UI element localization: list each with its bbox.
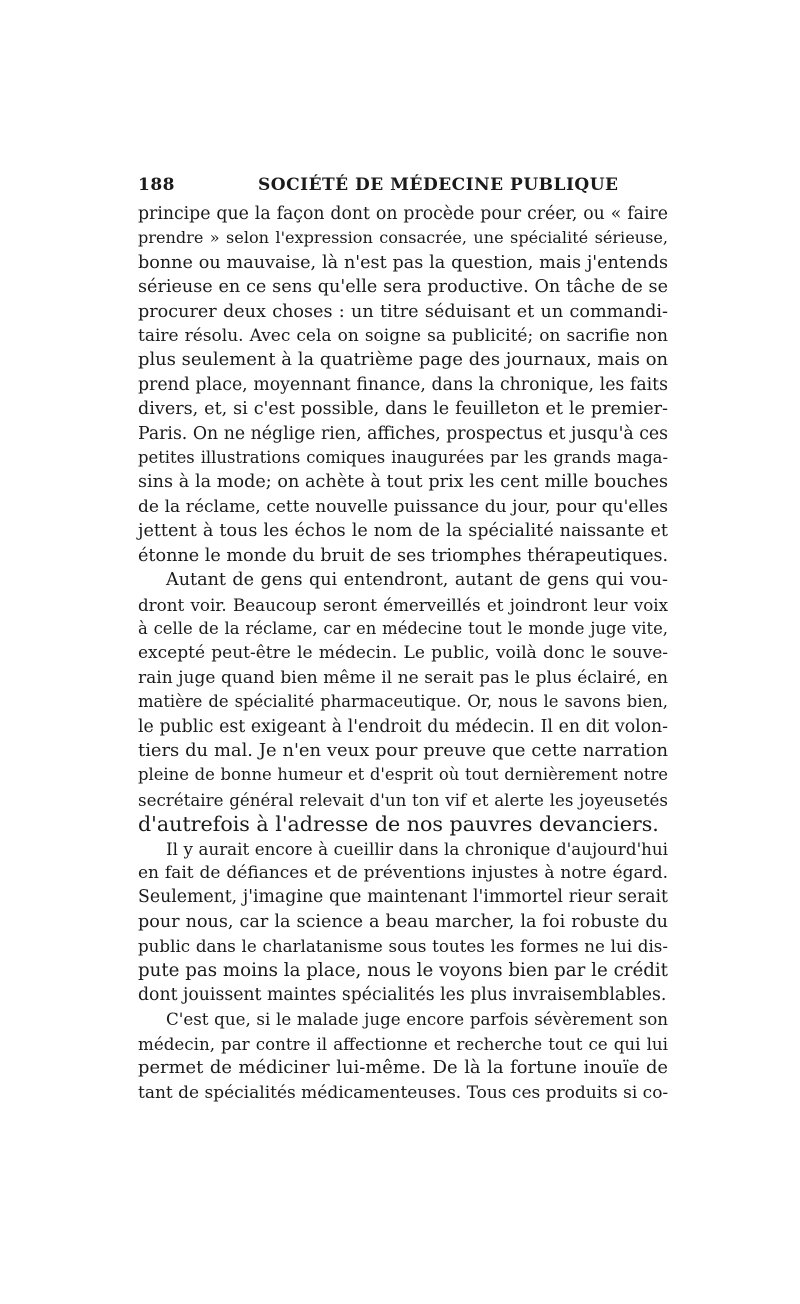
text-line: prend place, moyennant finance, dans la chronique, les faits [138,374,668,395]
running-head: SOCIÉTÉ DE MÉDECINE PUBLIQUE [258,175,619,195]
text-line: étonne le monde du bruit de ses triomphes thérapeutiques. [138,545,669,566]
text-line: pute pas moins la place, nous le voyons bien par le crédit [138,959,668,981]
text-line: divers, et, si c'est possible, dans le feuilleton et le premier- [138,399,668,420]
text-line: jettent à tous les échos le nom de la spécialité naissante et [138,521,668,542]
text-line: à celle de la réclame, car en médecine tout le monde juge vite, [138,618,668,638]
text-line: d'autrefois à l'adresse de nos pauvres devanciers. [138,812,659,837]
text-line: sins à la mode; on achète à tout prix les cent mille bouches [138,472,668,493]
text-line: Il y aurait encore à cueillir dans la chronique d'aujourd'hui [166,838,668,859]
text-line: matière de spécialité pharmaceutique. Or, nous le savons bien, [138,692,668,712]
paragraph [138,568,668,836]
text-line: pleine de bonne humeur et d'esprit où tout dernièrement notre [138,765,668,785]
text-line: prendre » selon l'expression consacrée, une spécialité sérieuse, [138,228,668,248]
text-line: rain juge quand bien même il ne serait pas le plus éclairé, en [138,667,668,688]
text-line: dront voir. Beaucoup seront émerveillés et joindront leur voix [138,594,668,615]
paragraph [138,202,668,568]
text-line: médecin, par contre il affectionne et recherche tout ce qui lui [138,1033,668,1054]
page-number: 188 [138,175,175,195]
body-text [138,202,668,1105]
text-line: secrétaire général relevait d'un ton vif et alerte les joyeusetés [138,789,668,810]
text-line: Paris. On ne néglige rien, affiches, prospectus et jusqu'à ces [138,423,668,444]
text-line: tiers du mal. Je n'en veux pour preuve que cette narration [138,739,668,761]
text-line: plus seulement à la quatrième page des journaux, mais on [138,349,668,371]
text-line: taire résolu. Avec cela on soigne sa publicité; on sacrifie non [138,326,668,347]
text-line: permet de médiciner lui-même. De là la fortune inouïe de [138,1057,668,1079]
text-line: petites illustrations comiques inaugurées par les grands maga- [138,448,668,468]
text-line: sérieuse en ce sens qu'elle sera productive. On tâche de se [138,277,668,298]
paragraph [138,837,668,1008]
text-line: dont jouissent maintes spécialités les plus invraisemblables. [138,985,667,1005]
text-line: en fait de défiances et de préventions injustes à notre égard. [138,862,668,883]
text-line: principe que la façon dont on procède pour créer, ou « faire [138,204,668,224]
page-header [138,175,668,201]
text-line: de la réclame, cette nouvelle puissance du jour, pour qu'elles [138,496,668,517]
text-line: C'est que, si le malade juge encore parfois sévèrement son [166,1009,668,1030]
text-line: procurer deux choses : un titre séduisant et un commandi- [138,301,668,322]
text-line: Seulement, j'imagine que maintenant l'immortel rieur serait [138,887,668,908]
text-line: bonne ou mauvaise, là n'est pas la question, mais j'entends [138,252,668,273]
text-line: excepté peut-être le médecin. Le public, voilà donc le souve- [138,643,668,664]
text-line: tant de spécialités médicamenteuses. Tous ces produits si co- [138,1082,669,1103]
text-line: public dans le charlatanisme sous toutes les formes ne lui dis- [138,936,668,957]
text-line: pour nous, car la science a beau marcher, la foi robuste du [138,911,668,932]
text-line: Autant de gens qui entendront, autant de gens qui vou- [166,570,668,591]
text-line: le public est exigeant à l'endroit du médecin. Il en dit volon- [138,716,668,737]
paragraph [138,1007,668,1105]
